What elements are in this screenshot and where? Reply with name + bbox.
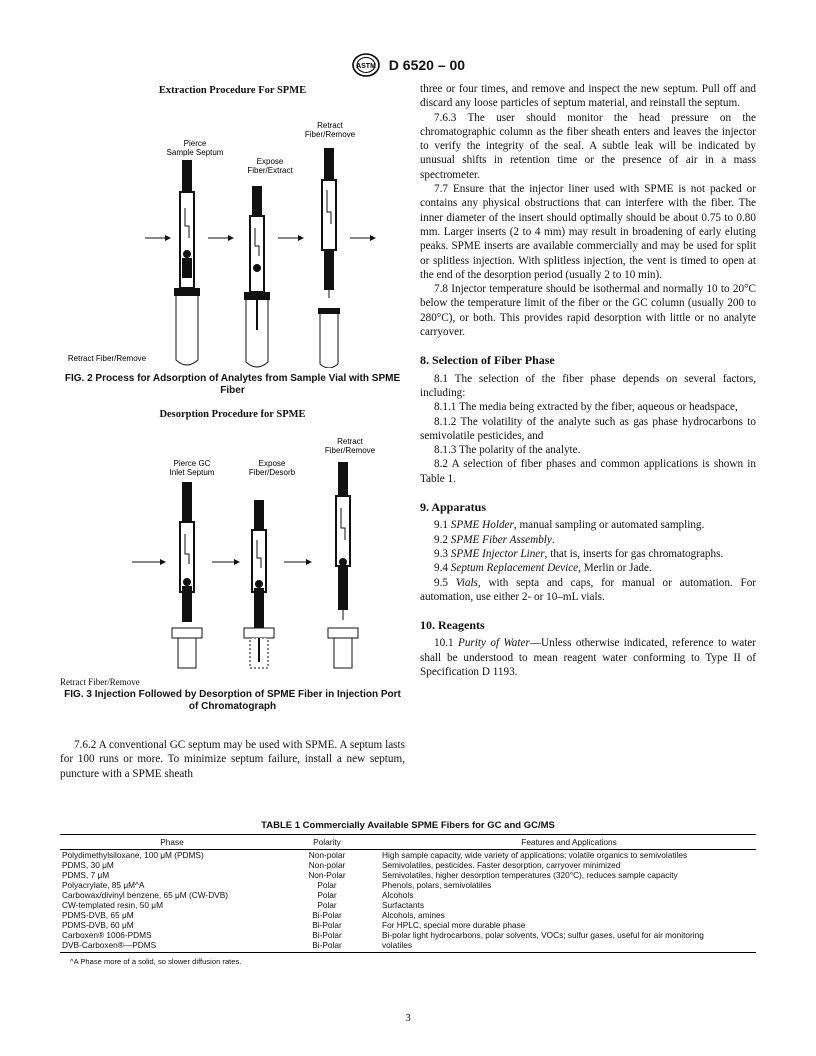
paragraph-9-3: 9.3 SPME Injector Liner, that is, inserts for gas chromatographs. — [434, 547, 724, 560]
paragraph-9-1: 9.1 SPME Holder, manual sampling or automated sampling. — [434, 519, 705, 532]
cell-polarity: Non-polar — [308, 850, 346, 860]
fig3-caption: FIG. 3 Injection Followed by Desorption of SPME Fiber in Injection Port of Chromatograph — [64, 688, 401, 712]
paragraph-7-7: 7.7 Ensure that the injector liner used with SPME is not packed or contains any physical obstructions that can interfere with the fiber. The inner diameter of the insert should optimally should be about 0.75 to 0.80 mm. Larger inserts (2 to 4 mm) may result in broadening of early eluting peaks. SPME inserts are available commercially and may be used for split or splitless injection. With splitless injection, the vent is timed to open at the end of the desorption period (usually 2 to 10 min). — [420, 183, 756, 281]
fig3-label-expose2: Fiber/Desorb — [248, 468, 296, 478]
column-header-features: Features and Applications — [372, 835, 756, 850]
cell-features: For HPLC, special more durable phase — [382, 920, 526, 930]
page-header — [0, 52, 816, 81]
cell-polarity: Bi-Polar — [312, 930, 342, 940]
table-row — [60, 900, 756, 910]
paragraph-8-1-3: 8.1.3 The polarity of the analyte. — [434, 444, 581, 457]
right-column-text — [420, 82, 756, 679]
fig2-label-retract2: Fiber/Remove — [304, 130, 356, 140]
fig3-label-retract2: Fiber/Remove — [324, 446, 376, 456]
spme-injection-1-icon — [172, 482, 202, 668]
table-1 — [60, 820, 756, 966]
cell-phase: PDMS, 7 μM — [62, 870, 110, 880]
cell-phase: DVB-Carboxen®—PDMS — [60, 940, 282, 953]
fig2-label-retract: Retract — [317, 121, 343, 131]
paragraph-8-1-2: 8.1.2 The volatility of the analyte such as gas phase hydrocarbons to semivolatile pesticides, and — [420, 415, 756, 442]
cell-polarity: Bi-Polar — [312, 920, 342, 930]
cell-features: Alcohols, amines — [382, 910, 445, 920]
fig2-label-bottom: Retract Fiber/Remove — [67, 354, 147, 364]
fig3-label-pierce: Pierce GC — [173, 459, 211, 469]
paragraph-9-4: 9.4 Septum Replacement Device, Merlin or Jade. — [434, 562, 652, 575]
column-header-phase: Phase — [60, 835, 282, 850]
cell-phase: Polyacrylate, 85 μM^A — [62, 880, 145, 890]
cell-features: Alcohols — [382, 890, 414, 900]
spme-device-3-icon — [318, 148, 340, 368]
column-header-polarity: Polarity — [282, 835, 372, 850]
cell-features: Semivolatiles, higher desorption temperatures (320°C), reduces sample capacity — [382, 870, 678, 880]
cell-phase: Carbowax/divinyl benzene, 65 μM (CW-DVB) — [62, 890, 229, 900]
spme-device-1-icon — [174, 160, 200, 365]
paragraph-7-6-3: 7.6.3 The user should monitor the head pressure on the chromatographic column as the fiber sheath enters and leaves the injector to verify the integrity of the seal. A subtle leak will be indicated by unusual shifts in retention time or the presence of air in a mass spectrometer. — [420, 111, 756, 181]
table-title: TABLE 1 Commercially Available SPME Fibers for GC and GC/MS — [261, 820, 555, 831]
fig3-label-bottom: Retract Fiber/Remove — [60, 676, 140, 687]
table-footnote: ^A Phase more of a solid, so slower diffusion rates. — [70, 957, 242, 966]
table-row — [60, 860, 756, 870]
arrow-right-icon — [278, 235, 304, 241]
cell-polarity: Polar — [317, 880, 337, 890]
paragraph-8-2: 8.2 A selection of fiber phases and common applications is shown in Table 1. — [420, 458, 756, 485]
paragraph-8-1-1: 8.1.1 The media being extracted by the fiber, aqueous or headspace, — [434, 401, 738, 414]
page-number: 3 — [405, 1012, 411, 1024]
table-row — [60, 920, 756, 930]
document-designation: D 6520 – 00 — [388, 57, 466, 74]
table-row — [60, 930, 756, 940]
fig2-caption: FIG. 2 Process for Adsorption of Analytes from Sample Vial with SPME Fiber — [64, 372, 401, 396]
fig2-label-expose: Expose — [256, 157, 284, 167]
spme-injection-3-icon — [328, 462, 358, 668]
cell-features: Surfactants — [382, 900, 424, 910]
cell-phase: Polydimethylsiloxane, 100 μM (PDMS) — [62, 850, 204, 860]
arrow-right-icon — [350, 235, 376, 241]
section-9-heading: 9. Apparatus — [420, 500, 487, 515]
fig2-diagram — [60, 98, 405, 368]
cell-polarity: Polar — [317, 900, 337, 910]
cell-features: High sample capacity, wide variety of applications; volatile organics to semivolatiles — [382, 850, 688, 860]
fiber-table — [60, 834, 756, 953]
cell-phase: Carboxen® 1006-PDMS — [62, 930, 152, 940]
paragraph-7-6-2: 7.6.2 A conventional GC septum may be used with SPME. A septum lasts for 100 runs or more. To minimize septum failure, install a new septum, puncture with a SPME sheath — [60, 739, 405, 780]
fig2-title: Extraction Procedure For SPME — [158, 85, 307, 96]
arrow-right-icon — [212, 559, 240, 565]
fig3-label-pierce2: Inlet Septum — [169, 468, 215, 478]
section-8-heading: 8. Selection of Fiber Phase — [420, 353, 555, 368]
table-row — [60, 870, 756, 880]
fig3-title: Desorption Procedure for SPME — [159, 409, 306, 420]
spme-injection-2-icon — [244, 500, 274, 668]
cell-polarity: Non-polar — [308, 860, 346, 870]
paragraph-10-1: 10.1 Purity of Water—Unless otherwise indicated, reference to water shall be understood to mean reagent water conforming to Type II of Specification D 1193. — [420, 637, 756, 678]
cell-polarity: Bi-Polar — [312, 910, 342, 920]
cell-phase: PDMS-DVB, 65 μM — [62, 910, 134, 920]
paragraph-continuation: three or four times, and remove and inspect the new septum. Pull off and discard any loose particles of septum material, and reinstall the septum. — [420, 83, 756, 110]
cell-features: Phenols, polars, semivolatiles — [382, 880, 492, 890]
cell-phase: PDMS, 30 μM — [62, 860, 114, 870]
cell-polarity: Polar — [317, 890, 337, 900]
cell-phase: PDMS-DVB, 60 μM — [62, 920, 134, 930]
figure-3 — [60, 408, 405, 713]
section-10-heading: 10. Reagents — [420, 618, 485, 633]
fig3-label-retract: Retract — [337, 437, 363, 447]
cell-features: Semivolatiles, pesticides. Faster desorption, carryover minimized — [382, 860, 621, 870]
arrow-right-icon — [145, 235, 171, 241]
fig3-label-expose: Expose — [258, 459, 286, 469]
paragraph-9-2: 9.2 SPME Fiber Assembly. — [434, 533, 555, 546]
table-row — [60, 850, 756, 861]
arrow-right-icon — [284, 559, 312, 565]
fig2-label-pierce: Pierce — [183, 139, 207, 149]
fig2-label-expose2: Fiber/Extract — [247, 166, 293, 176]
paragraph-7-8: 7.8 Injector temperature should be isothermal and normally 10 to 20°C below the temperature limit of the fiber or the GC column (usually 200 to 280°C), or both. This provides rapid desorption with little or no analyte carryover. — [420, 283, 756, 339]
cell-phase: CW-templated resin, 50 μM — [62, 900, 163, 910]
paragraph-8-1: 8.1 The selection of the fiber phase depends on several factors, including: — [420, 372, 756, 399]
arrow-right-icon — [132, 559, 166, 565]
left-column-text — [60, 738, 405, 781]
cell-features: volatiles — [372, 940, 756, 953]
table-row — [60, 940, 756, 953]
cell-polarity: Bi-Polar — [282, 940, 372, 953]
svg-text:ASTM: ASTM — [355, 63, 376, 70]
fig2-label-pierce2: Sample Septum — [166, 148, 224, 158]
table-row — [60, 880, 756, 890]
paragraph-9-5: 9.5 Vials, with septa and caps, for manual or automation. For automation, use either 2- or 10–mL vials. — [420, 576, 757, 603]
fig3-diagram — [60, 422, 405, 674]
table-row — [60, 890, 756, 900]
table-row — [60, 910, 756, 920]
cell-features: Bi-polar light hydrocarbons, polar solvents, VOCs; sulfur gases, useful for air monitoring — [382, 930, 704, 940]
astm-logo-icon — [351, 52, 381, 81]
spme-device-2-icon — [244, 186, 270, 367]
figure-2 — [60, 84, 405, 397]
arrow-right-icon — [208, 235, 234, 241]
cell-polarity: Non-Polar — [308, 870, 346, 880]
